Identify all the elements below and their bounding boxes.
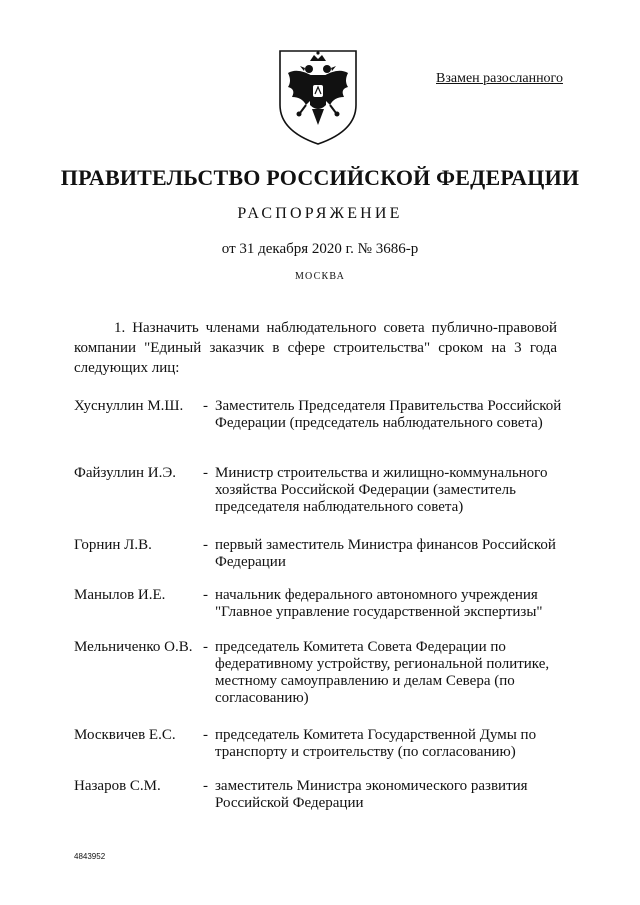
replacement-note: Взамен разосланного xyxy=(436,71,563,86)
member-position: первый заместитель Министра финансов Российской Федерации xyxy=(215,537,556,570)
member-position: начальник федерального автономного учреждения "Главное управление государственной экспертизы" xyxy=(215,587,543,620)
member-name: Мельниченко О.В. xyxy=(74,639,193,655)
member-position: Заместитель Председателя Правительства Российской Федерации (председатель наблюдательного совета) xyxy=(215,398,562,431)
member-name: Хуснуллин М.Ш. xyxy=(74,398,184,414)
member-name: Москвичев Е.С. xyxy=(74,727,176,743)
member-dash: - xyxy=(203,398,208,414)
member-name: Назаров С.М. xyxy=(74,778,161,794)
intro-paragraph: 1. Назначить членами наблюдательного совета публично-правовой компании "Единый заказчик в сфере строительства" сроком на 3 года следующих лиц: xyxy=(74,320,557,376)
document-date-number: от 31 декабря 2020 г. № 3686-р xyxy=(221,241,419,257)
member-name: Манылов И.Е. xyxy=(74,587,166,603)
government-title: ПРАВИТЕЛЬСТВО РОССИЙСКОЙ ФЕДЕРАЦИИ xyxy=(60,165,580,190)
member-position: Министр строительства и жилищно-коммунального хозяйства Российской Федерации (заместитель председателя наблюдательного совета) xyxy=(215,465,548,515)
member-position: председатель Комитета Совета Федерации по федеративному устройству, региональной политике, местному самоуправлению и делам Севера (по согласованию) xyxy=(215,639,550,706)
document-id: 4843952 xyxy=(74,852,106,861)
member-dash: - xyxy=(203,778,208,794)
member-dash: - xyxy=(203,537,208,553)
member-dash: - xyxy=(203,727,208,743)
member-dash: - xyxy=(203,587,208,603)
member-position: председатель Комитета Государственной Думы по транспорту и строительству (по согласованию) xyxy=(215,727,537,760)
member-name: Горнин Л.В. xyxy=(74,537,152,553)
document-type: РАСПОРЯЖЕНИЕ xyxy=(237,205,403,222)
member-dash: - xyxy=(203,465,208,481)
member-position: заместитель Министра экономического развития Российской Федерации xyxy=(215,778,528,811)
coat-of-arms-emblem xyxy=(276,47,360,147)
document-city: МОСКВА xyxy=(294,271,346,282)
member-name: Файзуллин И.Э. xyxy=(74,465,176,481)
member-dash: - xyxy=(203,639,208,655)
